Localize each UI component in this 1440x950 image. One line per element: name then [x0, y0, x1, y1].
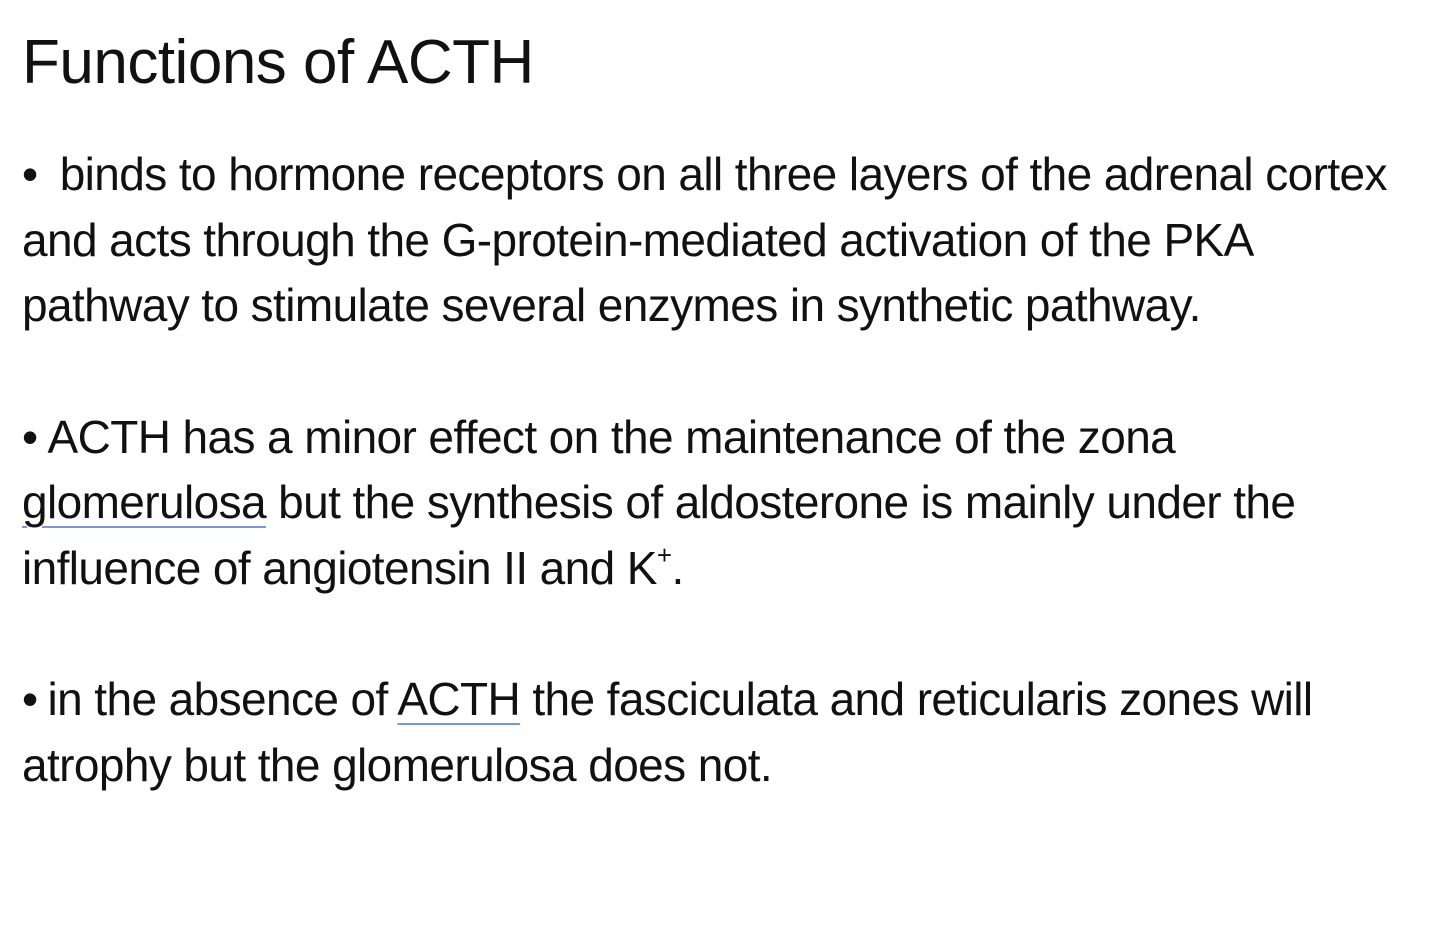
document-page	[22, 22, 1422, 798]
bullet-icon: •	[22, 673, 38, 725]
paragraph-text: but the synthesis of aldosterone is mainly under the influence of angiotensin II and K	[22, 476, 1296, 594]
paragraph-text-end: .	[671, 541, 684, 594]
bullet-paragraph-2	[22, 405, 1422, 602]
page-title: Functions of ACTH	[22, 28, 534, 97]
spellcheck-flagged-word[interactable]: ACTH	[397, 673, 521, 725]
paragraph-text: binds to hormone receptors on all three layers of the adrenal cortex and acts through the G-protein-mediated activation of the PKA pathway to stimulate several enzymes in synthetic pathway.	[22, 148, 1387, 331]
paragraph-text: the fasciculata and reticularis zones will atrophy but the glomerulosa does not.	[22, 673, 1313, 791]
spellcheck-flagged-word[interactable]: glomerulosa	[22, 476, 266, 528]
bullet-paragraph-1	[22, 142, 1422, 339]
bullet-paragraph-3	[22, 667, 1422, 798]
superscript-plus: +	[656, 539, 672, 570]
bullet-icon: •	[22, 148, 38, 200]
paragraph-text: in the absence of	[47, 673, 398, 725]
paragraph-text: ACTH has a minor effect on the maintenance of the zona	[47, 410, 1176, 463]
bullet-icon: •	[22, 410, 38, 463]
